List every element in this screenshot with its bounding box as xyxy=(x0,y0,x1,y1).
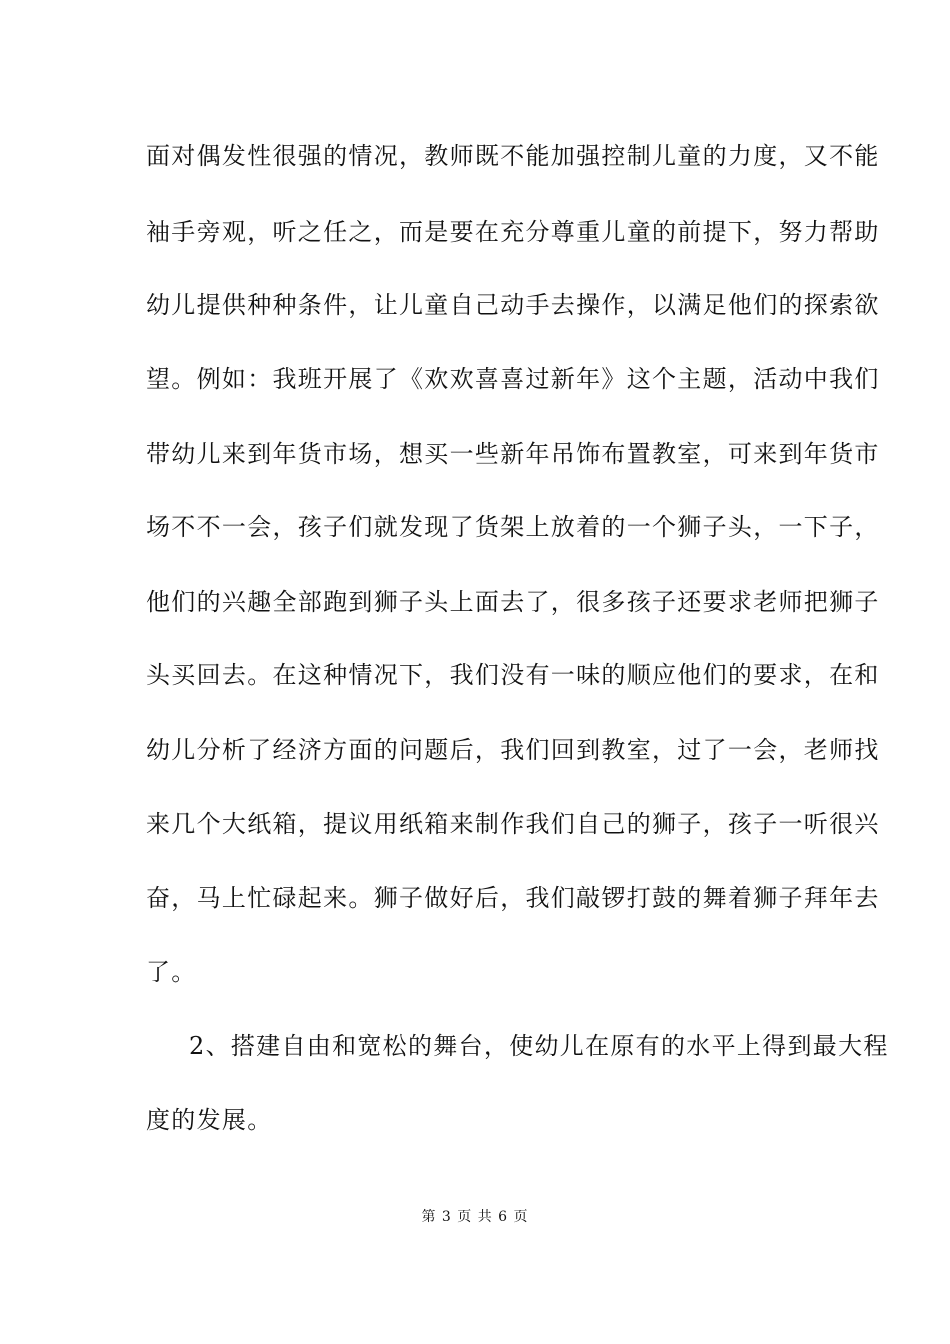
text-line: 他们的兴趣全部跑到狮子头上面去了，很多孩子还要求老师把狮子 xyxy=(146,588,880,616)
text-line: 度的发展。 xyxy=(146,1106,273,1134)
text-line: 幼儿提供种种条件，让儿童自己动手去操作，以满足他们的探索欲 xyxy=(146,291,880,319)
page-footer xyxy=(0,1208,950,1226)
numbered-heading-line: 2、搭建自由和宽松的舞台，使幼儿在原有的水平上得到最大程 xyxy=(189,1032,889,1060)
text-line: 幼儿分析了经济方面的问题后，我们回到教室，过了一会，老师找 xyxy=(146,736,880,764)
text-line: 了。 xyxy=(146,958,197,986)
text-line: 望。例如：我班开展了《欢欢喜喜过新年》这个主题，活动中我们 xyxy=(146,365,880,393)
text-line: 奋，马上忙碌起来。狮子做好后，我们敲锣打鼓的舞着狮子拜年去 xyxy=(146,884,880,912)
text-line: 头买回去。在这种情况下，我们没有一味的顺应他们的要求，在和 xyxy=(146,661,880,689)
page-number: 第 3 页 共 6 页 xyxy=(421,1209,529,1225)
text-line: 带幼儿来到年货市场，想买一些新年吊饰布置教室，可来到年货市 xyxy=(146,440,880,468)
text-line: 面对偶发性很强的情况，教师既不能加强控制儿童的力度，又不能 xyxy=(146,142,880,170)
text-line: 袖手旁观，听之任之，而是要在充分尊重儿童的前提下，努力帮助 xyxy=(146,218,880,246)
text-line: 场不不一会，孩子们就发现了货架上放着的一个狮子头，一下子， xyxy=(146,513,880,541)
text-line: 来几个大纸箱，提议用纸箱来制作我们自己的狮子，孩子一听很兴 xyxy=(146,810,880,838)
